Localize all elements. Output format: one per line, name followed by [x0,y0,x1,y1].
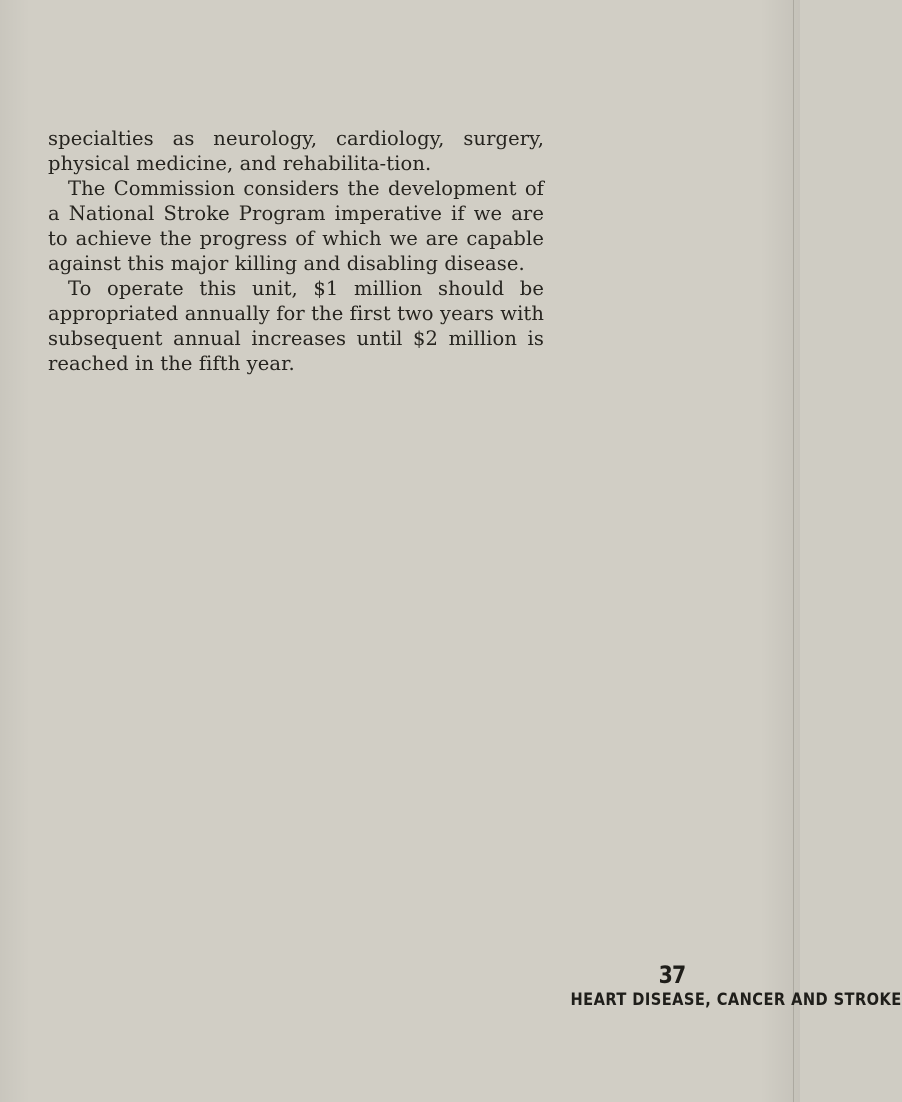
folio [554,961,902,1010]
page-edge-divider [793,0,794,1102]
running-footer: HEART DISEASE, CANCER AND STROKE [570,990,902,1010]
body-text [48,126,544,376]
paragraph-1: specialties as neurology, cardiology, surgery, physical medicine, and rehabilita-tion. [48,127,544,175]
paragraph-2: The Commission considers the development of a National Stroke Program imperative if we are to achieve the progress of which we are capable against this major killing and disabling disease. [48,177,544,275]
page-number: 37 [658,961,686,989]
paragraph-3: To operate this unit, $1 million should be appropriated annually for the first two years with subsequent annual increases until $2 million is reached in the fifth year. [48,277,544,375]
